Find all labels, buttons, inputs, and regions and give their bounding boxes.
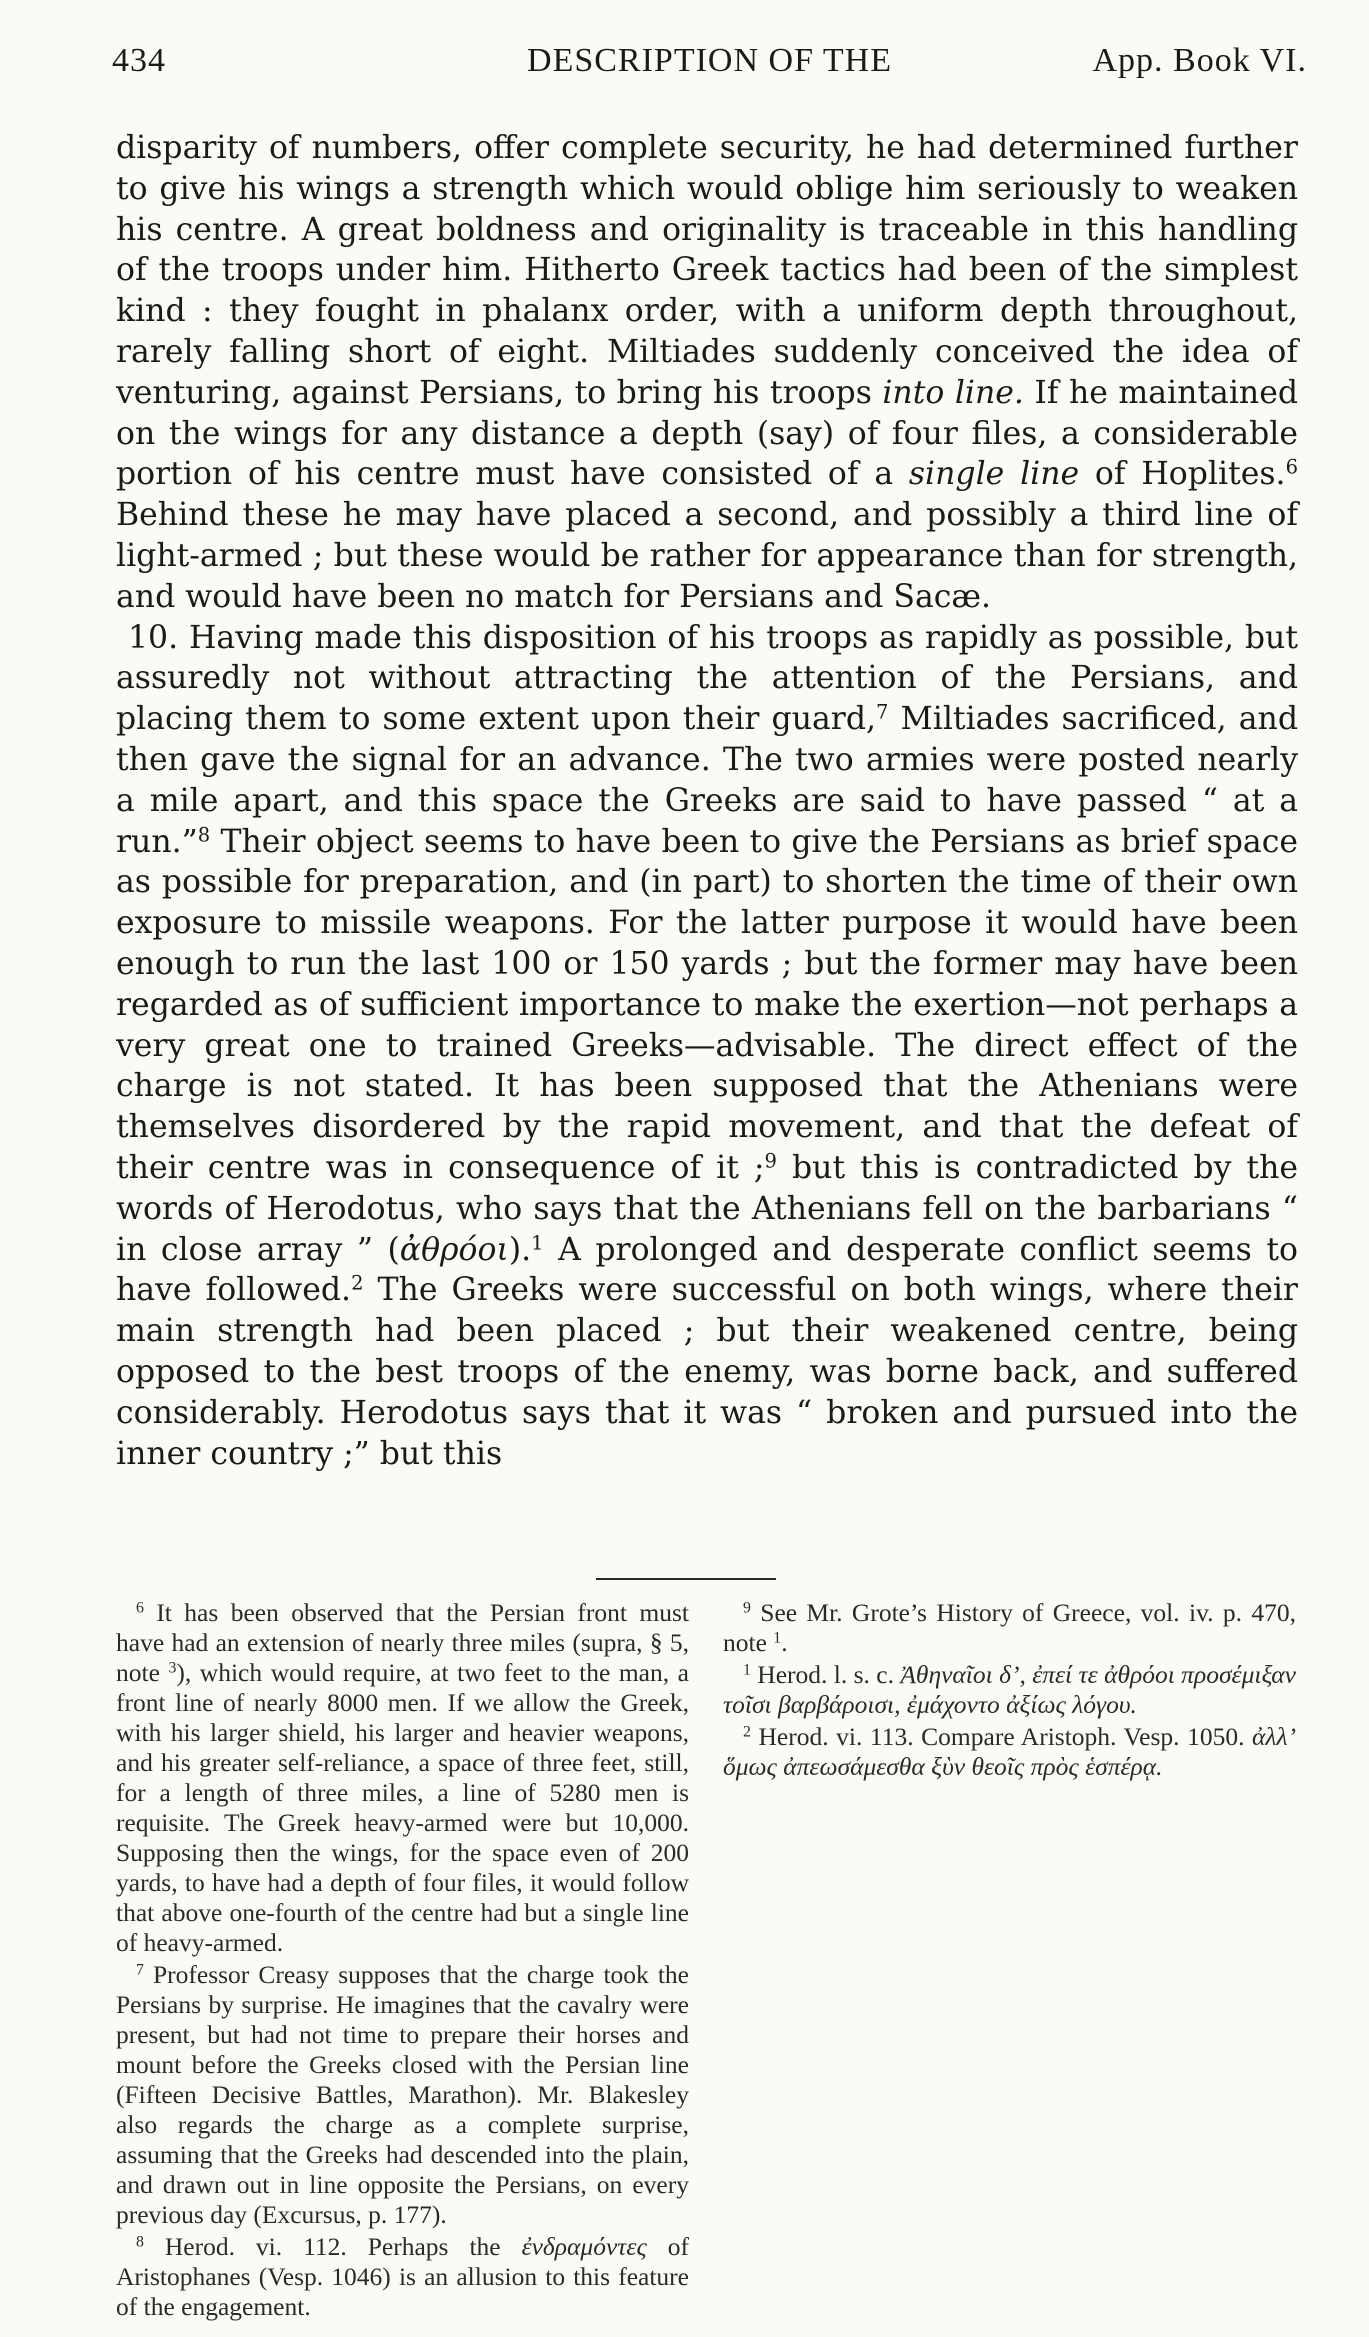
footnote-mark: 7 — [136, 1961, 144, 1979]
footnote-text: Herod. vi. 112. Perhaps the — [143, 2232, 522, 2261]
emphasis: single line — [908, 456, 1080, 493]
greek-word: ἀθρόοι — [399, 1231, 509, 1268]
footnote-ref-6[interactable]: 6 — [1285, 455, 1298, 479]
footnote-1 — [723, 1660, 1296, 1720]
footnote-6 — [116, 1598, 689, 1958]
emphasis: into line. — [882, 374, 1024, 411]
paragraph-10 — [116, 618, 1298, 1475]
footnote-text: Herod. vi. 113. Compare Aristoph. Vesp. 1050. — [750, 1722, 1253, 1751]
footnote-ref-8[interactable]: 8 — [197, 822, 211, 846]
footnote-text: It has been observed that the Persian front must have had an extension of nearly three miles (supra, § 5, note — [116, 1598, 689, 1687]
text-run: Behind these he may have placed a second, and possibly a third line of light-armed ; but these would be rather for appearance than for strength, and would have been no match for Persians and Sacæ. — [116, 497, 1298, 615]
text-run: The Greeks were successful on both wings, where their main strength had been placed ; but their weakened centre, being opposed to the best troops of the enemy, was borne back, and suffered considerably. Herodotus says that it was “ broken and pursued into the inner country ;” but this — [116, 1272, 1298, 1472]
footnote-text: See Mr. Grote’s History of Greece, vol. iv. p. 470, note — [723, 1598, 1296, 1657]
footnote-ref-1[interactable]: 1 — [531, 1230, 544, 1254]
text-run: but this is contradicted by the words of Herodotus, who says that the Athenians fell on the barbarians “ in close array ” ( — [116, 1149, 1299, 1268]
text-run: If he maintained on the wings for any distance a depth (say) of four files, a considerable portion of his centre must have consisted of a — [116, 374, 1299, 493]
greek-quote: Ἀθηναῖοι δ’, ἐπεί τε ἀθρόοι προσέμιξαν τοῖσι βαρβάροισι, ἐμάχοντο ἀξίως λόγου. — [723, 1660, 1297, 1719]
footnote-mark: 9 — [743, 1599, 751, 1617]
footnote-text: ), which would require, at two feet to the man, a front line of nearly 8000 men. If we allow the Greek, with his larger shield, his larger and heavier weapons, and his greater self-reliance, a space of three feet, still, for a length of three miles, a line of 5280 men is requisite. The Greek heavy-armed were but 10,000. Supposing then the wings, for the space even of 200 yards, to have had a depth of four files, it would follow that above one-fourth of the centre had but a single line of heavy-armed. — [116, 1658, 689, 1957]
text-run: 10. Having made this disposition of his troops as rapidly as possible, but assuredly not without attracting the attention of the Persians, and placing them to some extent upon their guard, — [116, 619, 1298, 738]
footnote-mark: 8 — [136, 2233, 144, 2251]
footnote-8 — [116, 2232, 689, 2322]
text-run: Their object seems to have been to give the Persians as brief space as possible for preparation, and (in part) to shorten the time of their own exposure to missile weapons. For the latter purpose it would have been enough to run the last 100 or 150 yards ; but the former may have been regarded as of sufficient importance to make the exertion—not perhaps a very great one to trained Greeks—advisable. The direct effect of the charge is not stated. It has been supposed that the Athenians were themselves disordered by the rapid movement, and that the defeat of their centre was in consequence of it ; — [116, 823, 1298, 1186]
text-run: ). — [508, 1231, 532, 1268]
footnote-7 — [116, 1960, 689, 2230]
text-run: Miltiades sacrificed, and then gave the signal for an advance. The two armies were posted nearly a mile apart, and this space the Greeks are said to have passed “ at a run.” — [116, 701, 1298, 860]
paragraph-continued — [116, 128, 1298, 618]
footnote-ref-7[interactable]: 7 — [876, 700, 889, 724]
footnote-ref-2[interactable]: 2 — [351, 1271, 364, 1295]
footnote-mark: 6 — [136, 1599, 144, 1617]
footnote-2 — [723, 1722, 1296, 1782]
page-number: 434 — [112, 42, 166, 79]
footnotes — [116, 1598, 1296, 2328]
section-label: App. Book VI. — [1092, 42, 1307, 79]
footnote-ref: 3 — [168, 1659, 177, 1677]
footnote-text: . — [781, 1628, 788, 1657]
text-run: A prolonged and desperate conflict seems to have followed. — [116, 1231, 1298, 1309]
main-text — [116, 128, 1298, 1474]
footnote-text: of Aristophanes (Vesp. 1046) is an allusion to this feature of the engagement. — [116, 2232, 690, 2321]
footnote-ref-9[interactable]: 9 — [764, 1149, 777, 1173]
running-header — [112, 38, 1307, 88]
footnote-9 — [723, 1598, 1296, 1658]
text-run: of Hoplites. — [1079, 456, 1286, 493]
footnote-text: Professor Creasy supposes that the charge took the Persians by surprise. He imagines that the cavalry were present, but had not time to prepare their horses and mount before the Greeks closed with the Persian line (Fifteen Decisive Battles, Marathon). Mr. Blakesley also regards the charge as a complete surprise, assuming that the Greeks had descended into the plain, and drawn out in line opposite the Persians, on every previous day (Excursus, p. 177). — [116, 1960, 689, 2229]
greek-quote: ἀλλ’ ὅμως ἀπεωσάμεσθα ξὺν θεοῖς πρὸς ἑσπέρᾳ. — [723, 1722, 1296, 1781]
text-run: disparity of numbers, offer complete security, he had determined further to give his wings a strength which would oblige him seriously to weaken his centre. A great boldness and originality is traceable in this handling of the troops under him. Hitherto Greek tactics had been of the simplest kind : they fought in phalanx order, with a uniform depth throughout, rarely falling short of eight. Miltiades suddenly conceived the idea of venturing, against Persians, to bring his troops — [116, 130, 1298, 411]
running-title: DESCRIPTION OF THE — [527, 42, 892, 79]
footnote-text: Herod. l. s. c. — [750, 1660, 901, 1689]
greek-word: ἐνδραμόντες — [521, 2232, 647, 2261]
footnote-mark: 2 — [743, 1723, 751, 1741]
footnote-ref: 1 — [773, 1629, 782, 1647]
footnote-divider — [596, 1578, 776, 1580]
footnote-mark: 1 — [743, 1661, 751, 1679]
